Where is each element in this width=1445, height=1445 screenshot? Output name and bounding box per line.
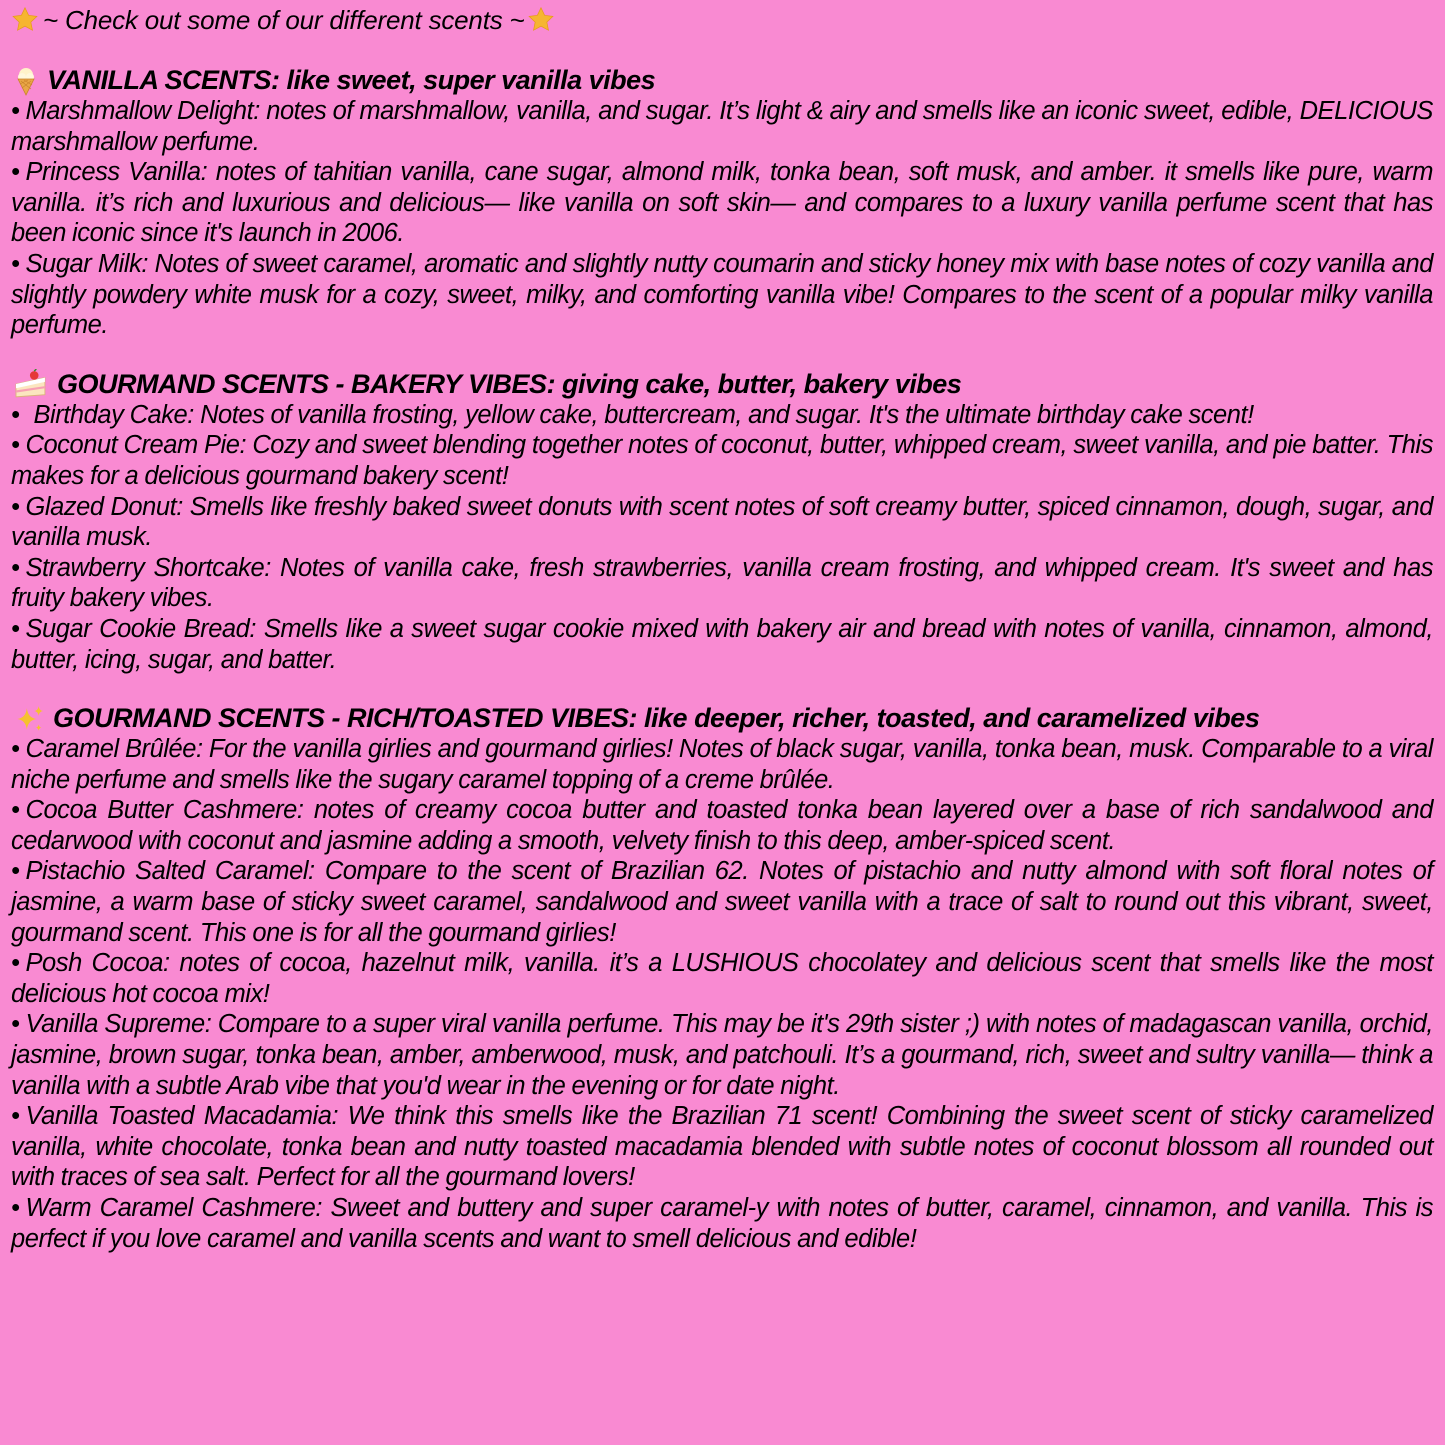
scent-list <box>11 734 1433 1254</box>
scent-list-page <box>11 3 1433 1254</box>
list-item <box>11 948 1433 1009</box>
section-heading <box>11 65 1433 96</box>
bullet: • <box>11 492 20 521</box>
list-item-text: Glazed Donut: Smells like freshly baked sweet donuts with scent notes of soft creamy butter, spiced cinnamon, dough, sugar, and vanilla musk. <box>11 492 1433 552</box>
ice-cream-cone-icon <box>11 66 41 96</box>
bullet: • <box>11 796 20 825</box>
list-item-text: Marshmallow Delight: notes of marshmallow, vanilla, and sugar. It’s light & airy and smells like an iconic sweet, edible, DELICIOUS marshmallow perfume. <box>11 97 1433 156</box>
list-item-text: Pistachio Salted Caramel: Compare to the scent of Brazilian 62. Notes of pistachio and nutty almond with soft floral notes of jasmine, a warm base of sticky sweet caramel, sandalwood and sweet vanilla with a trace of salt to round out this vibrant, sweet, gourmand scent. This one is for all the gourmand girlies! <box>11 857 1433 947</box>
list-item-text: Warm Caramel Cashmere: Sweet and buttery and super caramel-y with notes of butter, caramel, cinnamon, and vanilla. This is perfect if you love caramel and vanilla scents and want to smell delicious and edible! <box>11 1194 1433 1253</box>
list-item <box>11 1009 1433 1101</box>
sparkles-icon <box>11 704 47 734</box>
scent-list <box>11 400 1433 675</box>
star-icon <box>11 6 39 34</box>
bullet: • <box>11 400 20 429</box>
list-item-text: Sugar Milk: Notes of sweet caramel, aromatic and slightly nutty coumarin and sticky honey mix with base notes of cozy vanilla and slightly powdery white musk for a cozy, sweet, milky, and comforting vanilla vibe! Compares to the scent of a popular milky vanilla perfume. <box>11 249 1433 340</box>
list-item <box>11 1101 1433 1193</box>
list-item <box>11 553 1433 614</box>
list-item <box>11 400 1433 431</box>
section-heading <box>11 703 1433 734</box>
list-item-text: Sugar Cookie Bread: Smells like a sweet sugar cookie mixed with bakery air and bread with notes of vanilla, cinnamon, almond, butter, icing, sugar, and batter. <box>11 614 1433 674</box>
bullet: • <box>11 431 20 460</box>
bullet: • <box>11 158 20 187</box>
list-item-text: Posh Cocoa: notes of cocoa, hazelnut milk, vanilla. it’s a LUSHIOUS chocolatey and delicious scent that smells like the most delicious hot cocoa mix! <box>11 949 1433 1008</box>
list-item-text: Princess Vanilla: notes of tahitian vanilla, cane sugar, almond milk, tonka bean, soft musk, and amber. it smells like pure, warm vanilla. it’s rich and luxurious and delicious— like vanilla on soft skin— and compares to a luxury vanilla perfume scent that has been iconic since it's launch in 2006. <box>11 158 1433 248</box>
list-item-text: Coconut Cream Pie: Cozy and sweet blending together notes of coconut, butter, whipped cream, sweet vanilla, and pie batter. This makes for a delicious gourmand bakery scent! <box>11 431 1433 490</box>
bullet: • <box>11 97 20 125</box>
bullet: • <box>11 949 20 978</box>
list-item-text: Birthday Cake: Notes of vanilla frosting, yellow cake, buttercream, and sugar. It's the ultimate birthday cake scent! <box>33 400 1254 429</box>
list-item <box>11 614 1433 675</box>
section-heading-text: VANILLA SCENTS: like sweet, super vanilla vibes <box>47 65 656 95</box>
bullet: • <box>11 614 20 643</box>
list-item <box>11 856 1433 948</box>
bullet: • <box>11 735 20 764</box>
bullet: • <box>11 249 20 278</box>
star-icon <box>527 6 555 34</box>
list-item <box>11 430 1433 491</box>
bullet: • <box>11 1102 20 1131</box>
section-heading-text: GOURMAND SCENTS - RICH/TOASTED VIBES: like deeper, richer, toasted, and caramelized vibes <box>53 703 1260 734</box>
list-item-text: Cocoa Butter Cashmere: notes of creamy cocoa butter and toasted tonka bean layered over a base of rich sandalwood and cedarwood with coconut and jasmine adding a smooth, velvety finish to this deep, amber-spiced scent. <box>11 796 1433 855</box>
list-item <box>11 492 1433 553</box>
section-heading-text: GOURMAND SCENTS - BAKERY VIBES: giving cake, butter, bakery vibes <box>57 368 962 399</box>
intro-text: ~ Check out some of our different scents ~ <box>43 5 525 35</box>
bullet: • <box>11 1194 20 1222</box>
list-item <box>11 795 1433 856</box>
list-item <box>11 249 1433 341</box>
list-item <box>11 157 1433 249</box>
list-item <box>11 96 1433 157</box>
section-rich-toasted-scents <box>11 703 1433 1254</box>
cake-slice-icon <box>11 369 51 399</box>
list-item-text: Strawberry Shortcake: Notes of vanilla cake, fresh strawberries, vanilla cream frosting, and whipped cream. It's sweet and has fruity bakery vibes. <box>11 553 1433 613</box>
list-item-text: Vanilla Toasted Macadamia: We think this smells like the Brazilian 71 scent! Combining the sweet scent of sticky caramelized vanilla, white chocolate, tonka bean and nutty toasted macadamia blended with subtle notes of coconut blossom all rounded out with traces of sea salt. Perfect for all the gourmand lovers! <box>11 1102 1433 1192</box>
bullet: • <box>11 1010 20 1039</box>
section-heading <box>11 369 1433 400</box>
section-vanilla-scents <box>11 65 1433 341</box>
list-item <box>11 1193 1433 1254</box>
list-item-text: Vanilla Supreme: Compare to a super viral vanilla perfume. This may be it's 29th sister ;) with notes of madagascan vanilla, orchid, jasmine, brown sugar, tonka bean, amber, amberwood, musk, and patchouli. It’s a gourmand, rich, sweet and sultry vanilla— think a vanilla with a subtle Arab vibe that you'd wear in the evening or for date night. <box>11 1010 1433 1100</box>
section-bakery-scents <box>11 369 1433 675</box>
bullet: • <box>11 857 20 886</box>
bullet: • <box>11 553 20 582</box>
list-item-text: Caramel Brûlée: For the vanilla girlies and gourmand girlies! Notes of black sugar, vanilla, tonka bean, musk. Comparable to a viral niche perfume and smells like the sugary caramel topping of a creme brûlée. <box>11 735 1433 794</box>
intro-line <box>11 3 1433 37</box>
scent-list <box>11 96 1433 341</box>
list-item <box>11 734 1433 795</box>
